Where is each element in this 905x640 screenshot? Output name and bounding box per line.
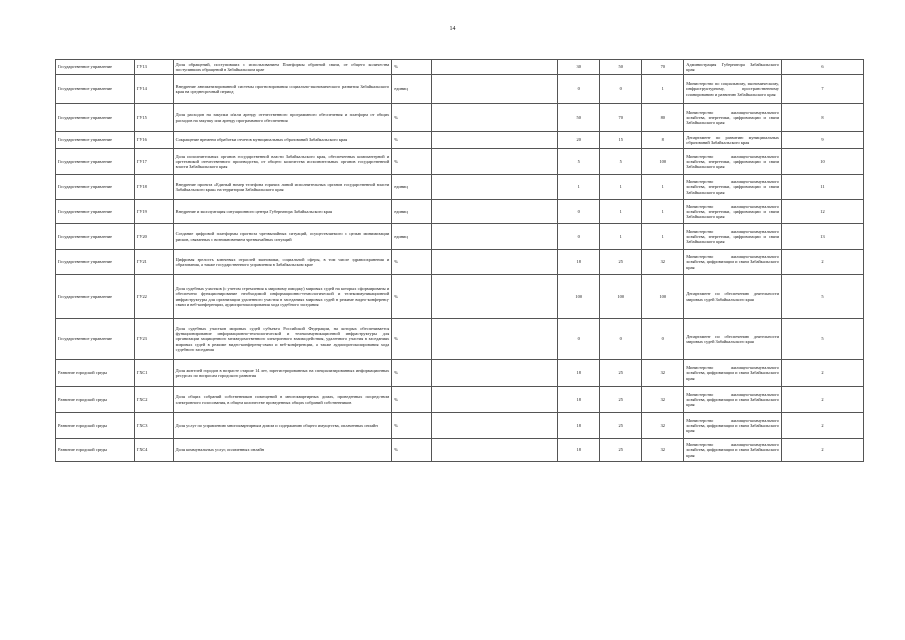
code-cell: ГУ15 bbox=[134, 104, 173, 132]
empty-cell bbox=[432, 200, 558, 224]
goal-number-cell: 8 bbox=[781, 104, 863, 132]
value-3-cell: 32 bbox=[642, 360, 684, 387]
indicator-name-cell: Доля жителей городов в возрасте старше 14 лет, зарегистрированных на специализированных информационных ресурсах по вопросам городского развития bbox=[173, 360, 392, 387]
responsible-cell: Министерство жилищно-коммунального хозяйства, цифровизации и связи Забайкальского края bbox=[684, 413, 782, 439]
code-cell: ГУ19 bbox=[134, 200, 173, 224]
code-cell: ГУ18 bbox=[134, 175, 173, 200]
unit-cell: % bbox=[392, 319, 432, 360]
value-2-cell: 100 bbox=[600, 275, 642, 319]
empty-cell bbox=[432, 275, 558, 319]
value-1-cell: 18 bbox=[558, 250, 600, 275]
table-row bbox=[56, 319, 864, 360]
value-2-cell: 1 bbox=[600, 175, 642, 200]
section-cell: Государственное управление bbox=[56, 132, 135, 149]
responsible-cell: Министерство жилищно-коммунального хозяйства, энергетики, цифровизации и связи Забайкальского края bbox=[684, 104, 782, 132]
responsible-cell: Департамент по обеспечению деятельности мировых судей Забайкальского края bbox=[684, 319, 782, 360]
empty-cell bbox=[432, 250, 558, 275]
unit-cell: единиц bbox=[392, 175, 432, 200]
value-3-cell: 70 bbox=[642, 60, 684, 75]
value-3-cell: 1 bbox=[642, 75, 684, 104]
value-3-cell: 1 bbox=[642, 224, 684, 250]
indicator-name-cell: Доля коммунальных услуг, оплаченных онлайн bbox=[173, 439, 392, 462]
responsible-cell: Министерство жилищно-коммунального хозяйства, цифровизации и связи Забайкальского края bbox=[684, 439, 782, 462]
goal-number-cell: 2 bbox=[781, 360, 863, 387]
responsible-cell: Министерство жилищно-коммунального хозяйства, энергетики, цифровизации и связи Забайкальского края bbox=[684, 149, 782, 175]
goal-number-cell: 13 bbox=[781, 224, 863, 250]
value-3-cell: 32 bbox=[642, 387, 684, 413]
empty-cell bbox=[432, 413, 558, 439]
table-row bbox=[56, 360, 864, 387]
table-row bbox=[56, 413, 864, 439]
unit-cell: % bbox=[392, 413, 432, 439]
goal-number-cell: 5 bbox=[781, 275, 863, 319]
responsible-cell: Министерство по социальному, экономическому, инфраструктурному, пространственному планированию и развитию Забайкальского края bbox=[684, 75, 782, 104]
section-cell: Государственное управление bbox=[56, 250, 135, 275]
table-row bbox=[56, 149, 864, 175]
goal-number-cell: 12 bbox=[781, 200, 863, 224]
unit-cell: единиц bbox=[392, 224, 432, 250]
goal-number-cell: 7 bbox=[781, 75, 863, 104]
goal-number-cell: 11 bbox=[781, 175, 863, 200]
empty-cell bbox=[432, 439, 558, 462]
code-cell: ГХС2 bbox=[134, 387, 173, 413]
value-1-cell: 18 bbox=[558, 439, 600, 462]
section-cell: Государственное управление bbox=[56, 224, 135, 250]
code-cell: ГУ22 bbox=[134, 275, 173, 319]
table-row bbox=[56, 104, 864, 132]
code-cell: ГХС4 bbox=[134, 439, 173, 462]
value-3-cell: 1 bbox=[642, 200, 684, 224]
value-2-cell: 15 bbox=[600, 132, 642, 149]
code-cell: ГУ13 bbox=[134, 60, 173, 75]
table-row bbox=[56, 275, 864, 319]
goal-number-cell: 5 bbox=[781, 319, 863, 360]
goal-number-cell: 2 bbox=[781, 387, 863, 413]
unit-cell: % bbox=[392, 439, 432, 462]
empty-cell bbox=[432, 319, 558, 360]
empty-cell bbox=[432, 175, 558, 200]
unit-cell: % bbox=[392, 360, 432, 387]
code-cell: ГУ21 bbox=[134, 250, 173, 275]
value-1-cell: 0 bbox=[558, 224, 600, 250]
value-1-cell: 18 bbox=[558, 413, 600, 439]
code-cell: ГХС1 bbox=[134, 360, 173, 387]
unit-cell: % bbox=[392, 104, 432, 132]
table-row bbox=[56, 250, 864, 275]
value-1-cell: 0 bbox=[558, 200, 600, 224]
code-cell: ГУ16 bbox=[134, 132, 173, 149]
indicator-name-cell: Доля судебных участков (с учетом стремления к мировому имиджу) мировых судей на которых сформированы и обеспечено функционирование необходимой информационно-технологической и телекоммуникационной инфраструктуры для организации удаленного участия в заседаниях мировых судей в режиме видео-конференц-связи и веб-конференции, аудиопротоколирования хода судебного заседания bbox=[173, 275, 392, 319]
section-cell: Развитие городской среды bbox=[56, 387, 135, 413]
responsible-cell: Министерство жилищно-коммунального хозяйства, цифровизации и связи Забайкальского края bbox=[684, 250, 782, 275]
empty-cell bbox=[432, 360, 558, 387]
value-3-cell: 100 bbox=[642, 149, 684, 175]
value-1-cell: 1 bbox=[558, 175, 600, 200]
code-cell: ГУ23 bbox=[134, 319, 173, 360]
value-3-cell: 1 bbox=[642, 175, 684, 200]
value-1-cell: 0 bbox=[558, 75, 600, 104]
value-3-cell: 32 bbox=[642, 413, 684, 439]
responsible-cell: Департамент по развитию муниципальных образований Забайкальского края bbox=[684, 132, 782, 149]
indicator-name-cell: Внедрение и эксплуатация ситуационного центра Губернатора Забайкальского края bbox=[173, 200, 392, 224]
responsible-cell: Министерство жилищно-коммунального хозяйства, энергетики, цифровизации и связи Забайкальского края bbox=[684, 200, 782, 224]
section-cell: Государственное управление bbox=[56, 319, 135, 360]
goal-number-cell: 6 bbox=[781, 60, 863, 75]
indicator-name-cell: Доля судебных участков мировых судей субъекта Российской Федерации, на которых обеспечивается функционирование информационно-технологической и телекоммуникационной инфраструктуры для организации защищенного межведомственного электронного взаимодействия, удаленного участия в заседаниях мировых судей в режиме видео-конференц-связи и веб-конференции, а также аудиопротоколирования хода судебного заседания bbox=[173, 319, 392, 360]
empty-cell bbox=[432, 132, 558, 149]
code-cell: ГУ20 bbox=[134, 224, 173, 250]
unit-cell: % bbox=[392, 250, 432, 275]
code-cell: ГХС3 bbox=[134, 413, 173, 439]
responsible-cell: Администрация Губернатора Забайкальского края bbox=[684, 60, 782, 75]
page-number: 14 bbox=[449, 26, 456, 32]
indicators-table bbox=[55, 59, 864, 462]
value-2-cell: 25 bbox=[600, 413, 642, 439]
value-1-cell: 50 bbox=[558, 104, 600, 132]
empty-cell bbox=[432, 75, 558, 104]
table-row bbox=[56, 439, 864, 462]
responsible-cell: Министерство жилищно-коммунального хозяйства, цифровизации и связи Забайкальского края bbox=[684, 387, 782, 413]
value-3-cell: 32 bbox=[642, 439, 684, 462]
value-1-cell: 100 bbox=[558, 275, 600, 319]
table-row bbox=[56, 75, 864, 104]
responsible-cell: Департамент по обеспечению деятельности мировых судей Забайкальского края bbox=[684, 275, 782, 319]
indicator-name-cell: Доля исполнительных органов государственной власти Забайкальского края, обеспеченных компьютерной и оргтехникой отечественного производства, от общего количества исполнительных органов государственной власти Забайкальского края bbox=[173, 149, 392, 175]
unit-cell: % bbox=[392, 387, 432, 413]
value-1-cell: 30 bbox=[558, 60, 600, 75]
value-3-cell: 0 bbox=[642, 319, 684, 360]
goal-number-cell: 2 bbox=[781, 439, 863, 462]
value-1-cell: 0 bbox=[558, 319, 600, 360]
section-cell: Государственное управление bbox=[56, 175, 135, 200]
code-cell: ГУ14 bbox=[134, 75, 173, 104]
unit-cell: % bbox=[392, 132, 432, 149]
value-2-cell: 25 bbox=[600, 439, 642, 462]
unit-cell: % bbox=[392, 60, 432, 75]
section-cell: Государственное управление bbox=[56, 60, 135, 75]
value-1-cell: 18 bbox=[558, 387, 600, 413]
section-cell: Государственное управление bbox=[56, 200, 135, 224]
value-2-cell: 50 bbox=[600, 60, 642, 75]
code-cell: ГУ17 bbox=[134, 149, 173, 175]
responsible-cell: Министерство жилищно-коммунального хозяйства, энергетики, цифровизации и связи Забайкальского края bbox=[684, 224, 782, 250]
empty-cell bbox=[432, 104, 558, 132]
value-1-cell: 18 bbox=[558, 360, 600, 387]
table-row bbox=[56, 387, 864, 413]
goal-number-cell: 9 bbox=[781, 132, 863, 149]
value-2-cell: 1 bbox=[600, 200, 642, 224]
value-2-cell: 70 bbox=[600, 104, 642, 132]
value-3-cell: 80 bbox=[642, 104, 684, 132]
table-row bbox=[56, 224, 864, 250]
indicator-name-cell: Создание цифровой платформы прогноза чрезвычайных ситуаций, осуществляемого с целью минимизации рисков, связанных с возникновением чрезвычайных ситуаций bbox=[173, 224, 392, 250]
table-row bbox=[56, 200, 864, 224]
table-row bbox=[56, 175, 864, 200]
section-cell: Развитие городской среды bbox=[56, 413, 135, 439]
value-2-cell: 0 bbox=[600, 319, 642, 360]
value-2-cell: 25 bbox=[600, 250, 642, 275]
goal-number-cell: 2 bbox=[781, 250, 863, 275]
value-2-cell: 25 bbox=[600, 360, 642, 387]
value-3-cell: 100 bbox=[642, 275, 684, 319]
unit-cell: % bbox=[392, 275, 432, 319]
indicator-name-cell: Доля услуг по управлению многоквартирным домом и содержанию общего имущества, оплаченных онлайн bbox=[173, 413, 392, 439]
indicator-name-cell: Внедрение автоматизированной системы прогнозирования социально-экономического развития Забайкальского края на среднесрочный период bbox=[173, 75, 392, 104]
empty-cell bbox=[432, 224, 558, 250]
unit-cell: единиц bbox=[392, 200, 432, 224]
unit-cell: единиц bbox=[392, 75, 432, 104]
responsible-cell: Министерство жилищно-коммунального хозяйства, энергетики, цифровизации и связи Забайкальского края bbox=[684, 175, 782, 200]
section-cell: Развитие городской среды bbox=[56, 360, 135, 387]
indicator-name-cell: Доля расходов на закупки и/или аренду отечественного программного обеспечения и платформ от общих расходов на закупку или аренду программного обеспечения bbox=[173, 104, 392, 132]
section-cell: Государственное управление bbox=[56, 104, 135, 132]
indicator-name-cell: Доля общих собраний собственников помещений в многоквартирных домах, проведенных посредством электронного голосования, в общем количестве проведенных общих собраний собственников bbox=[173, 387, 392, 413]
value-1-cell: 20 bbox=[558, 132, 600, 149]
value-2-cell: 25 bbox=[600, 387, 642, 413]
value-2-cell: 0 bbox=[600, 75, 642, 104]
unit-cell: % bbox=[392, 149, 432, 175]
empty-cell bbox=[432, 149, 558, 175]
table-row bbox=[56, 132, 864, 149]
value-2-cell: 5 bbox=[600, 149, 642, 175]
section-cell: Государственное управление bbox=[56, 75, 135, 104]
value-3-cell: 8 bbox=[642, 132, 684, 149]
indicator-name-cell: Доля обращений, поступивших с использованием Платформы обратной связи, от общего количества поступивших обращений в Забайкальском крае bbox=[173, 60, 392, 75]
value-2-cell: 1 bbox=[600, 224, 642, 250]
indicator-name-cell: Цифровая зрелость ключевых отраслей экономики, социальной сферы, в том числе здравоохранения и образования, а также государственного управления в Забайкальском крае bbox=[173, 250, 392, 275]
indicator-name-cell: Сокращение времени обработки отчетов муниципальных образований Забайкальского края bbox=[173, 132, 392, 149]
responsible-cell: Министерство жилищно-коммунального хозяйства, цифровизации и связи Забайкальского края bbox=[684, 360, 782, 387]
indicator-name-cell: Внедрение проекта «Единый номер телефона горячих линий исполнительных органов государственной власти Забайкальского края» на территории Забайкальского края bbox=[173, 175, 392, 200]
goal-number-cell: 10 bbox=[781, 149, 863, 175]
empty-cell bbox=[432, 60, 558, 75]
value-3-cell: 32 bbox=[642, 250, 684, 275]
section-cell: Государственное управление bbox=[56, 275, 135, 319]
value-1-cell: 5 bbox=[558, 149, 600, 175]
empty-cell bbox=[432, 387, 558, 413]
section-cell: Государственное управление bbox=[56, 149, 135, 175]
section-cell: Развитие городской среды bbox=[56, 439, 135, 462]
table-row bbox=[56, 60, 864, 75]
goal-number-cell: 2 bbox=[781, 413, 863, 439]
